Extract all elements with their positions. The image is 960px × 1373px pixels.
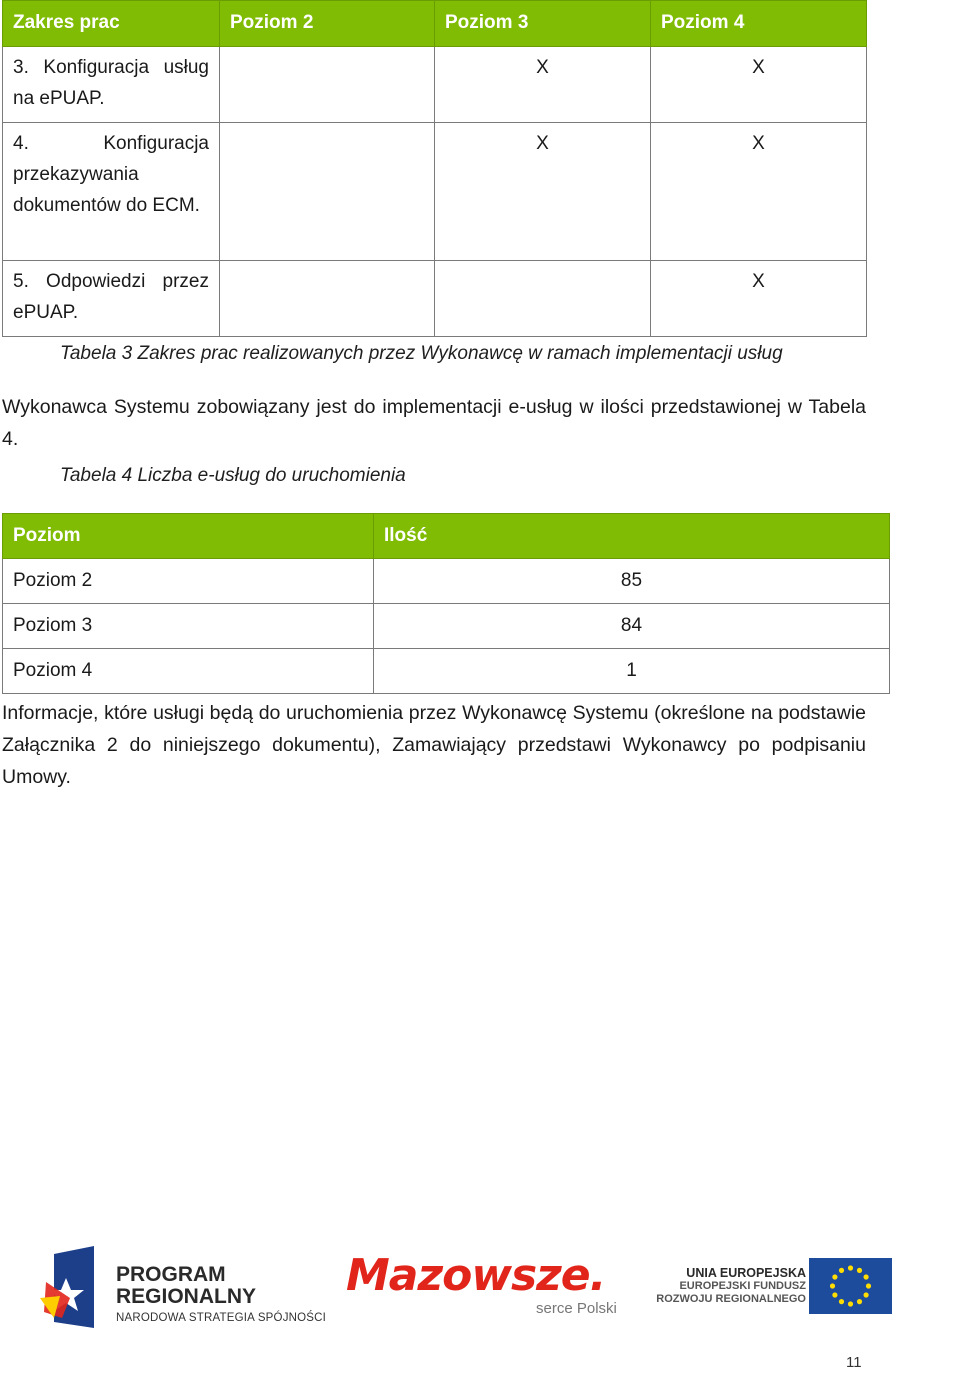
table-row — [3, 604, 890, 649]
level-mark-cell — [220, 47, 435, 123]
level-mark-cell: X — [435, 123, 651, 261]
star-flag-icon — [40, 1242, 114, 1332]
table-header-row — [3, 1, 867, 47]
count-cell: 85 — [374, 559, 890, 604]
table3-caption: Tabela 3 Zakres prac realizowanych przez Wykonawcę w ramach implementacji usług — [60, 343, 783, 364]
column-header: Zakres prac — [3, 1, 220, 47]
table-row — [3, 649, 890, 694]
table-row — [3, 47, 867, 123]
level-cell: Poziom 4 — [3, 649, 374, 694]
count-cell: 1 — [374, 649, 890, 694]
footer-logos — [40, 1238, 920, 1338]
level-mark-cell — [435, 261, 651, 337]
program-subtitle: NARODOWA STRATEGIA SPÓJNOŚCI — [116, 1312, 327, 1324]
table-row — [3, 559, 890, 604]
body-paragraph: Wykonawca Systemu zobowiązany jest do implementacji e-usług w ilości przedstawionej w Tabela 4. — [2, 396, 866, 450]
level-mark-cell: X — [435, 47, 651, 123]
scope-cell: 3. Konfiguracja usług na ePUAP. — [3, 47, 220, 123]
mazowsze-tagline: serce Polski — [536, 1300, 617, 1317]
column-header: Poziom 4 — [651, 1, 867, 47]
program-regionalny-logo — [40, 1242, 327, 1332]
column-header: Ilość — [374, 514, 890, 559]
mazowsze-wordmark: Mazowsze. — [346, 1250, 606, 1301]
body-paragraph: Informacje, które usługi będą do uruchomienia przez Wykonawcę Systemu (określone na podstawie Załącznika 2 do niniejszego dokumentu), Zamawiający przedstawi Wykonawcy po podpisaniu Umowy. — [2, 702, 866, 788]
column-header: Poziom — [3, 514, 374, 559]
level-cell: Poziom 2 — [3, 559, 374, 604]
eu-text: UNIA EUROPEJSKA EUROPEJSKI FUNDUSZ ROZWOJU REGIONALNEGO — [656, 1266, 806, 1305]
scope-of-work-table — [2, 0, 867, 337]
level-mark-cell: X — [651, 47, 867, 123]
level-mark-cell — [220, 123, 435, 261]
table-row — [3, 123, 867, 261]
eu-logo — [656, 1258, 906, 1318]
program-title: PROGRAM REGIONALNY — [116, 1263, 257, 1308]
table4-caption: Tabela 4 Liczba e-usług do uruchomienia — [60, 465, 406, 486]
scope-cell: 4. Konfiguracja przekazywania dokumentów do ECM. — [3, 123, 220, 261]
level-mark-cell: X — [651, 261, 867, 337]
count-cell: 84 — [374, 604, 890, 649]
column-header: Poziom 3 — [435, 1, 651, 47]
eu-flag-icon — [809, 1258, 892, 1314]
level-mark-cell: X — [651, 123, 867, 261]
level-mark-cell — [220, 261, 435, 337]
page-number: 11 — [846, 1354, 862, 1371]
scope-cell: 5. Odpowiedzi przez ePUAP. — [3, 261, 220, 337]
column-header: Poziom 2 — [220, 1, 435, 47]
mazowsze-logo — [346, 1250, 626, 1330]
table-row — [3, 261, 867, 337]
service-count-table — [2, 513, 890, 694]
table-header-row — [3, 514, 890, 559]
level-cell: Poziom 3 — [3, 604, 374, 649]
